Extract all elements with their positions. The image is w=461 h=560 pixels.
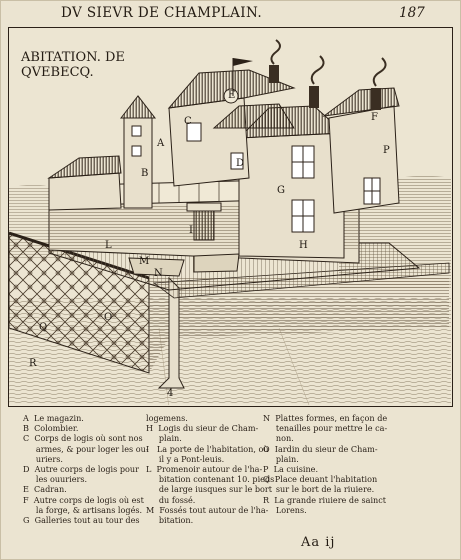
legend-line: bitation. bbox=[146, 515, 194, 526]
plate-label-I: I bbox=[189, 225, 193, 236]
legend-line: du fossé. bbox=[146, 494, 196, 505]
legend-line: sur le bort de la riuiere. bbox=[263, 484, 375, 495]
engraving-image bbox=[9, 28, 451, 405]
legend-line: non. bbox=[263, 433, 294, 444]
legend-line: I La porte de l'habitation, où bbox=[146, 443, 269, 454]
legend-line: de large iusques sur le bort bbox=[146, 484, 273, 495]
legend-line: la forge, & artisans logés. bbox=[23, 504, 143, 515]
legend-line: uriers. bbox=[23, 453, 63, 464]
legend-line: logemens. bbox=[146, 413, 188, 423]
legend-line: P La cuisine. bbox=[263, 464, 319, 475]
plate-label-Q: Q bbox=[39, 322, 48, 333]
legend-line: O Iardin du sieur de Cham- bbox=[263, 443, 378, 454]
legend-line: N Plattes formes, en façon de bbox=[263, 413, 388, 423]
plate-label-L: L bbox=[105, 240, 112, 251]
legend-line: F Autre corps de logis où est bbox=[23, 494, 144, 505]
legend-line: bitation contenant 10. pieds bbox=[146, 474, 275, 485]
page-number: 187 bbox=[399, 5, 425, 21]
legend-line: Q Place deuant l'habitation bbox=[263, 474, 378, 485]
legend-column-1 bbox=[23, 413, 151, 525]
legend-line: A Le magazin. bbox=[23, 413, 84, 423]
legend-line: E Cadran. bbox=[23, 484, 67, 495]
legend-line: M Fossés tout autour de l'ha- bbox=[146, 504, 269, 515]
plate-label-P: P bbox=[383, 145, 390, 156]
plate-label-M: M bbox=[139, 256, 150, 267]
plate-title-line2: QVEBECQ. bbox=[21, 65, 94, 80]
legend-line: tenailles pour mettre le ca- bbox=[263, 423, 388, 434]
legend-column-2 bbox=[146, 413, 275, 526]
plate-label-D: D bbox=[236, 158, 245, 169]
plate-label-N: N bbox=[154, 268, 163, 279]
legend-line: B Colombier. bbox=[23, 423, 79, 434]
plate-label-B: B bbox=[141, 168, 149, 179]
running-head: DV SIEVR DE CHAMPLAIN. bbox=[61, 5, 263, 21]
legend-line: plain. bbox=[146, 433, 182, 444]
legend-line: armes, & pour loger les ou- bbox=[23, 443, 149, 454]
plate-label-R: R bbox=[29, 358, 37, 369]
legend-line: H Logis du sieur de Cham- bbox=[146, 423, 259, 434]
legend-line: il y a Pont-leuis. bbox=[146, 453, 225, 464]
legend-line: L Promenoir autour de l'ha- bbox=[146, 464, 263, 475]
legend-line: les ouuriers. bbox=[23, 474, 88, 485]
plate-label-O: O bbox=[104, 312, 113, 323]
legend-line: C Corps de logis où sont nos bbox=[23, 433, 143, 444]
legend-line: G Galleries tout au tour des bbox=[23, 515, 140, 526]
legend-line: plain. bbox=[263, 453, 299, 464]
plate-title bbox=[21, 50, 125, 80]
plate-label-E: E bbox=[228, 90, 236, 101]
plate-label-4: 4 bbox=[167, 388, 174, 399]
signature-mark: Aa ij bbox=[301, 535, 336, 550]
plate-label-C: C bbox=[184, 116, 192, 127]
plate-label-F: F bbox=[371, 112, 378, 123]
plate-title-line1: ABITATION. DE bbox=[21, 50, 125, 65]
plate-label-G: G bbox=[277, 185, 285, 196]
legend-column-3 bbox=[263, 413, 393, 515]
legend-line: R La grande riuiere de sainct bbox=[263, 494, 387, 505]
plate-label-H: H bbox=[299, 240, 308, 251]
legend-line: Lorens. bbox=[263, 504, 307, 515]
plate-label-A: A bbox=[157, 138, 165, 149]
engraving-plate bbox=[8, 27, 453, 407]
legend-line: D Autre corps de logis pour bbox=[23, 464, 139, 475]
